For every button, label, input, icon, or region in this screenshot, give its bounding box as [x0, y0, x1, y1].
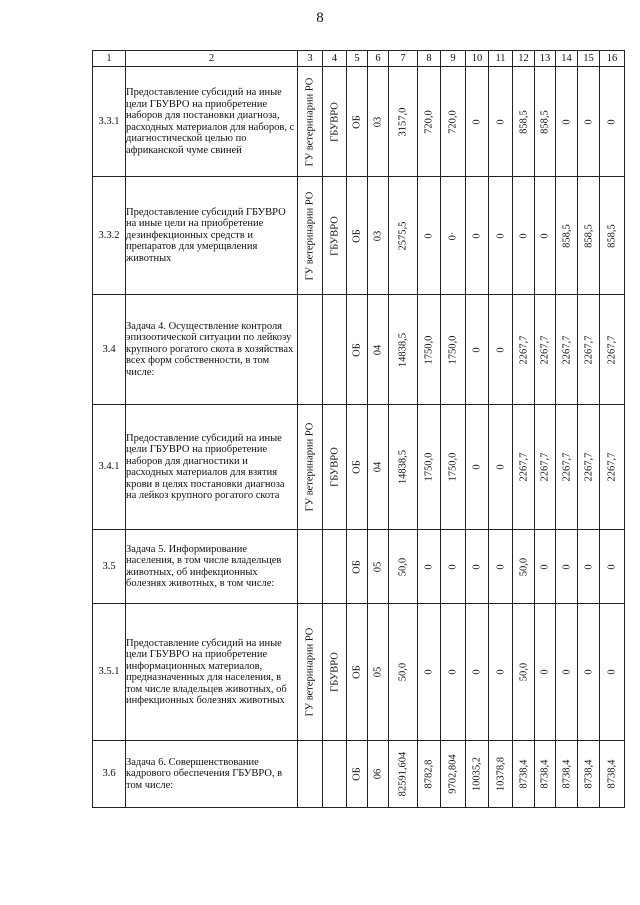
code-cell-text: 04 — [372, 461, 384, 473]
value-cell — [513, 177, 535, 295]
budget-cell — [347, 741, 368, 808]
value-cell — [600, 67, 625, 177]
value-cell-text: 720,0 — [423, 109, 435, 134]
value-cell-text: 8738,4 — [606, 759, 618, 789]
value-cell — [489, 177, 513, 295]
value-cell — [556, 405, 578, 530]
value-cell — [513, 604, 535, 741]
value-cell-text: 2267,7 — [539, 335, 551, 364]
value-cell — [535, 67, 556, 177]
budget-cell — [347, 177, 368, 295]
budget-cell-text: ОБ — [351, 767, 363, 781]
value-cell-text: 50,0 — [397, 557, 409, 576]
code-cell — [368, 604, 389, 741]
executor-cell — [298, 295, 323, 405]
recipient-cell — [323, 530, 347, 604]
executor-cell — [298, 604, 323, 741]
value-cell — [489, 530, 513, 604]
recipient-cell-text: ГБУВРО — [329, 101, 340, 142]
value-cell — [441, 295, 466, 405]
value-cell — [556, 177, 578, 295]
value-cell-text: 0 — [583, 669, 594, 675]
value-cell-text: 3157,0 — [397, 107, 409, 136]
code-cell — [368, 177, 389, 295]
budget-cell — [347, 295, 368, 405]
value-cell — [441, 177, 466, 295]
table-row — [93, 405, 625, 530]
executor-cell — [298, 177, 323, 295]
value-cell-text: 0 — [495, 232, 506, 239]
subsidy-table — [92, 50, 625, 808]
value-cell-text: 9702,804 — [447, 754, 459, 794]
value-cell-text: 2267,7 — [518, 452, 529, 482]
value-cell — [600, 604, 625, 741]
budget-cell-text: ОБ — [351, 665, 363, 679]
executor-cell-text: ГУ ветеринарии РО — [304, 422, 316, 512]
value-cell-text: 0 — [539, 669, 551, 675]
value-cell-text: 2267,7 — [583, 452, 594, 482]
row-description: Задача 5. Информирование населения, в том числе владельцев животных, об инфекционных болезнях животных, в том числе: — [126, 530, 298, 604]
value-cell — [418, 530, 441, 604]
value-cell-text: 0 — [447, 563, 459, 570]
row-number: 3.5 — [93, 530, 126, 604]
column-header: 6 — [368, 51, 389, 67]
value-cell — [466, 177, 489, 295]
code-cell — [368, 67, 389, 177]
code-cell — [368, 405, 389, 530]
value-cell-text: 0 — [423, 669, 435, 675]
row-number: 3.4.1 — [93, 405, 126, 530]
recipient-cell-text: ГБУВРО — [329, 447, 340, 487]
value-cell-text: 0 — [561, 563, 572, 570]
value-cell-text: 0 — [495, 563, 506, 570]
value-cell-text: 2267,7 — [583, 335, 594, 364]
value-cell-text: 0 — [495, 346, 506, 353]
value-cell — [441, 604, 466, 741]
value-cell — [389, 530, 418, 604]
value-cell — [466, 67, 489, 177]
value-cell-text: 720,0 — [447, 109, 459, 134]
value-cell — [389, 67, 418, 177]
value-cell-text: 2267,7 — [606, 452, 618, 482]
value-cell-text: 0 — [471, 563, 483, 570]
code-cell-text: 04 — [372, 344, 384, 355]
executor-cell-text: ГУ ветеринарии РО — [304, 627, 316, 717]
table-row — [93, 530, 625, 604]
value-cell-text: 0 — [606, 563, 618, 570]
value-cell — [513, 530, 535, 604]
value-cell — [389, 295, 418, 405]
column-header: 10 — [466, 51, 489, 67]
recipient-cell — [323, 67, 347, 177]
value-cell — [489, 67, 513, 177]
code-cell — [368, 741, 389, 808]
value-cell — [556, 604, 578, 741]
value-cell — [513, 67, 535, 177]
value-cell — [600, 177, 625, 295]
value-cell-text: 858,5 — [539, 109, 551, 134]
value-cell-text: 10378,8 — [495, 756, 506, 792]
value-cell — [600, 405, 625, 530]
value-cell — [535, 530, 556, 604]
row-description: Задача 4. Осуществление контроля эпизоотической ситуации по лейкозу крупного рогатого скота в хозяйствах всех форм собственности, в том числе: — [126, 295, 298, 405]
value-cell — [466, 530, 489, 604]
value-cell — [441, 741, 466, 808]
code-cell-text: 05 — [372, 561, 384, 572]
value-cell-text: 0 — [447, 669, 459, 675]
row-description: Предоставление субсидий на иные цели ГБУВРО на приобретение наборов для постановки диагноза, расходных материалов для наборов, с диагностической целью по африканской чуме свиней — [126, 67, 298, 177]
code-cell — [368, 530, 389, 604]
value-cell — [535, 604, 556, 741]
value-cell-text: 2575,5 — [397, 221, 409, 250]
value-cell-text: 0 — [606, 669, 618, 675]
column-header: 8 — [418, 51, 441, 67]
value-cell-text: 2267,7 — [518, 335, 529, 364]
value-cell — [418, 405, 441, 530]
budget-cell — [347, 530, 368, 604]
value-cell-text: 0 — [471, 118, 483, 125]
value-cell — [389, 177, 418, 295]
column-header: 1 — [93, 51, 126, 67]
value-cell — [556, 530, 578, 604]
column-header: 12 — [513, 51, 535, 67]
value-cell-text: 0 — [583, 118, 594, 125]
value-cell — [489, 405, 513, 530]
value-cell — [466, 295, 489, 405]
value-cell-text: 0 — [423, 232, 435, 239]
code-cell-text: 03 — [372, 116, 384, 127]
recipient-cell — [323, 177, 347, 295]
value-cell — [466, 405, 489, 530]
column-header: 16 — [600, 51, 625, 67]
column-header: 14 — [556, 51, 578, 67]
value-cell — [513, 405, 535, 530]
value-cell-text: 0 — [539, 563, 551, 570]
value-cell — [578, 530, 600, 604]
budget-cell-text: ОБ — [351, 228, 363, 243]
table-row — [93, 177, 625, 295]
code-cell-text: 03 — [372, 230, 384, 241]
value-cell-text: 0 — [518, 232, 529, 239]
value-cell — [489, 741, 513, 808]
value-cell-text: 858,5 — [518, 109, 529, 134]
value-cell — [418, 67, 441, 177]
value-cell-text: 8738,4 — [518, 759, 529, 789]
value-cell — [513, 295, 535, 405]
code-cell-text: 06 — [372, 768, 384, 780]
value-cell-text: 8738,4 — [583, 759, 594, 789]
value-cell — [556, 741, 578, 808]
recipient-cell-text: ГБУВРО — [329, 652, 340, 692]
value-cell — [600, 741, 625, 808]
column-header: 15 — [578, 51, 600, 67]
row-number: 3.3.2 — [93, 177, 126, 295]
executor-cell-text: ГУ ветеринарии РО — [304, 191, 316, 280]
value-cell — [389, 604, 418, 741]
value-cell — [535, 741, 556, 808]
budget-cell-text: ОБ — [351, 559, 363, 574]
value-cell-text: 0 — [495, 118, 506, 125]
value-cell-text: 50,0 — [518, 557, 529, 576]
code-cell-text: 05 — [372, 666, 384, 678]
budget-cell-text: ОБ — [351, 460, 363, 474]
value-cell — [441, 67, 466, 177]
value-cell-text: 0 — [471, 346, 483, 353]
value-cell — [389, 405, 418, 530]
recipient-cell — [323, 405, 347, 530]
column-header: 3 — [298, 51, 323, 67]
row-description: Предоставление субсидий ГБУВРО на иные цели на приобретение дезинфекционных средств и препаратов для умерщвления животных — [126, 177, 298, 295]
value-cell — [535, 295, 556, 405]
value-cell-text: 0 — [561, 669, 572, 675]
value-cell — [513, 741, 535, 808]
value-cell-text: 0 — [423, 563, 435, 570]
column-header: 13 — [535, 51, 556, 67]
value-cell-text: 858,5 — [583, 223, 594, 248]
value-cell — [466, 741, 489, 808]
value-cell-text: 8738,4 — [561, 759, 572, 789]
budget-cell-text: ОБ — [351, 114, 363, 129]
row-number: 3.3.1 — [93, 67, 126, 177]
column-header: 11 — [489, 51, 513, 67]
value-cell — [578, 177, 600, 295]
value-cell — [418, 741, 441, 808]
value-cell — [418, 295, 441, 405]
value-cell-text: 2267,7 — [606, 335, 618, 364]
column-header: 7 — [389, 51, 418, 67]
value-cell-text: 10035,2 — [471, 756, 483, 792]
value-cell-text: 14838,5 — [397, 449, 409, 485]
value-cell-text: 1750,0 — [423, 335, 435, 364]
value-cell — [578, 741, 600, 808]
recipient-cell — [323, 741, 347, 808]
value-cell-text: 50,0 — [518, 662, 529, 682]
row-number: 3.6 — [93, 741, 126, 808]
value-cell — [600, 530, 625, 604]
value-cell-text: 0 — [583, 563, 594, 570]
value-cell — [418, 177, 441, 295]
row-number: 3.5.1 — [93, 604, 126, 741]
recipient-cell — [323, 604, 347, 741]
executor-cell — [298, 405, 323, 530]
value-cell — [578, 295, 600, 405]
budget-cell-text: ОБ — [351, 342, 363, 357]
table-row — [93, 67, 625, 177]
executor-cell — [298, 741, 323, 808]
column-header: 4 — [323, 51, 347, 67]
value-cell — [578, 405, 600, 530]
value-cell — [389, 741, 418, 808]
value-cell — [441, 530, 466, 604]
value-cell — [578, 67, 600, 177]
table-row — [93, 295, 625, 405]
value-cell — [418, 604, 441, 741]
budget-cell — [347, 67, 368, 177]
value-cell — [556, 67, 578, 177]
value-cell-text: 0 — [606, 118, 618, 125]
row-description: Задача 6. Совершенствование кадрового обеспечения ГБУВРО, в том числе: — [126, 741, 298, 808]
recipient-cell — [323, 295, 347, 405]
value-cell — [489, 295, 513, 405]
value-cell-text: 8738,4 — [539, 759, 551, 789]
column-header: 9 — [441, 51, 466, 67]
column-header: 5 — [347, 51, 368, 67]
value-cell-text: 1750,0 — [423, 452, 435, 482]
value-cell-text: 8782,8 — [423, 759, 435, 789]
value-cell-text: 0 — [495, 464, 506, 470]
value-cell — [466, 604, 489, 741]
value-cell — [556, 295, 578, 405]
code-cell — [368, 295, 389, 405]
table-row — [93, 604, 625, 741]
value-cell — [578, 604, 600, 741]
executor-cell — [298, 67, 323, 177]
value-cell — [441, 405, 466, 530]
value-cell-text: 2267,7 — [539, 452, 551, 482]
value-cell-text: 2267,7 — [561, 452, 572, 482]
value-cell-text: 0 — [561, 118, 572, 125]
value-cell — [600, 295, 625, 405]
value-cell-text: 14838,5 — [397, 332, 409, 367]
value-cell-text: 858,5 — [606, 223, 618, 248]
value-cell-text: 0 — [495, 669, 506, 675]
value-cell-text: 858,5 — [561, 223, 572, 248]
row-description: Предоставление субсидий на иные цели ГБУВРО на приобретение информационных материалов, предназначенных для населения, в том числе владельцев животных, об инфекционных болезнях животных — [126, 604, 298, 741]
recipient-cell-text: ГБУВРО — [329, 215, 340, 256]
table-row — [93, 741, 625, 808]
value-cell-text: 1750,0 — [447, 335, 459, 364]
value-cell — [535, 405, 556, 530]
value-cell-text: 0 — [539, 232, 551, 239]
value-cell — [489, 604, 513, 741]
row-description: Предоставление субсидий на иные цели ГБУВРО на приобретение наборов для диагностики и расходных материалов для взятия крови в целях постановки диагноза на лейкоз крупного рогатого скота — [126, 405, 298, 530]
column-header: 2 — [126, 51, 298, 67]
value-cell-text: 82591,604 — [397, 751, 409, 797]
executor-cell — [298, 530, 323, 604]
value-cell-text: 50,0 — [397, 662, 409, 682]
value-cell-text: 2267,7 — [561, 335, 572, 364]
value-cell-text: 1750,0 — [447, 452, 459, 482]
budget-cell — [347, 604, 368, 741]
value-cell-text: 0 — [471, 669, 483, 675]
value-cell-text: 0 — [471, 232, 483, 239]
executor-cell-text: ГУ ветеринарии РО — [304, 77, 316, 166]
value-cell-text: 0 — [471, 464, 483, 470]
value-cell-text: 0· — [447, 231, 459, 240]
page-number: 8 — [316, 10, 324, 26]
row-number: 3.4 — [93, 295, 126, 405]
header-row — [93, 51, 625, 67]
budget-cell — [347, 405, 368, 530]
value-cell — [535, 177, 556, 295]
